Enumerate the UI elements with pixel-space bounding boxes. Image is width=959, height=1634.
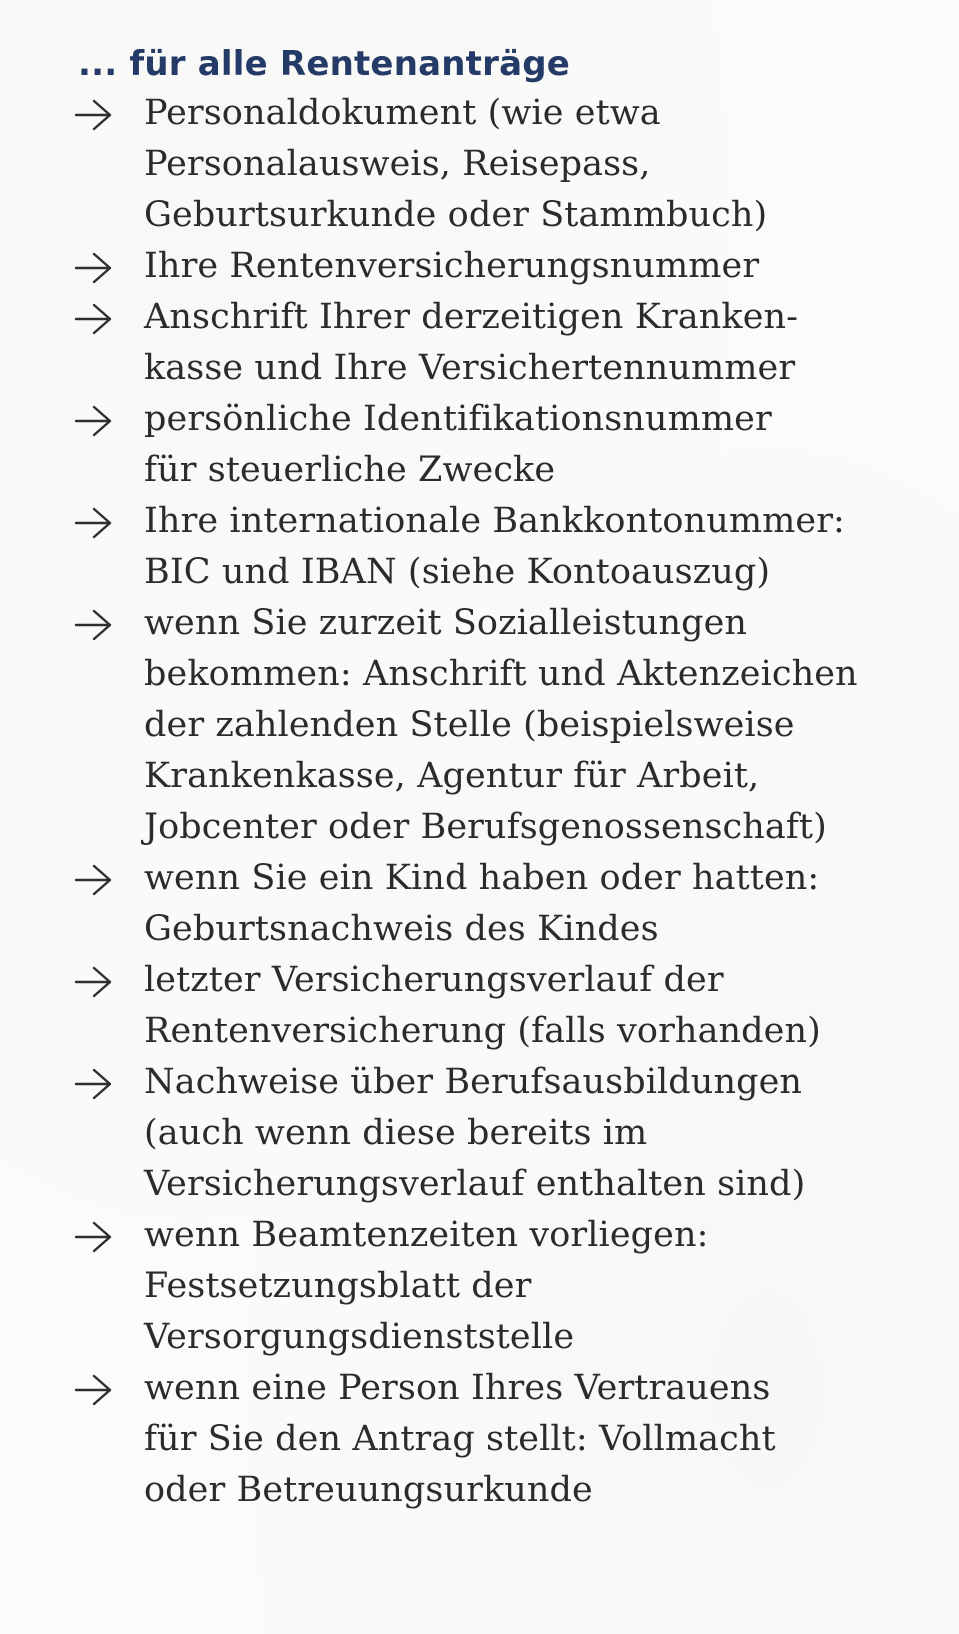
list-item [0,241,959,292]
list-item-text [144,394,959,496]
list-item [0,1057,959,1210]
list-item-line: der zahlenden Stelle (beispielsweise [144,705,795,745]
list-item [0,496,959,598]
list-item-line: Krankenkasse, Agentur für Arbeit, [144,756,760,796]
list-item-line: (auch wenn diese bereits im [144,1113,648,1153]
list-item-line: Versorgungsdienststelle [144,1317,575,1357]
list-item [0,1363,959,1516]
list-item-line: Personalausweis, Reisepass, [144,144,651,184]
list-item-line: oder Betreuungsurkunde [144,1470,593,1510]
list-item-text [144,292,959,394]
arrow-right-icon [74,243,114,291]
list-item-line: Rentenversicherung (falls vorhanden) [144,1011,821,1051]
list-item-line: Versicherungsverlauf enthalten sind) [144,1164,806,1204]
arrow-right-icon [74,396,114,444]
arrow-right-icon [74,600,114,648]
arrow-right-icon [74,1212,114,1260]
list-item-line: kasse und Ihre Versichertennummer [144,348,796,388]
list-item-line: wenn Sie ein Kind haben oder hatten: [144,858,820,898]
list-item-line: für steuerliche Zwecke [144,450,556,490]
arrow-right-icon [74,855,114,903]
list-item-line: Festsetzungsblatt der [144,1266,532,1306]
list-item [0,598,959,853]
list-item-line: Ihre Rentenversicherungsnummer [144,246,760,286]
list-item [0,88,959,241]
list-item-line: für Sie den Antrag stellt: Vollmacht [144,1419,776,1459]
list-item-text [144,853,959,955]
list-item-line: bekommen: Anschrift und Aktenzeichen [144,654,858,694]
arrow-right-icon [74,294,114,342]
list-item-line: BIC und IBAN (siehe Kontoauszug) [144,552,771,592]
list-item-line: Nachweise über Berufsausbildungen [144,1062,803,1102]
requirements-list [0,88,959,1516]
list-item-text [144,598,959,853]
list-item-line: persönliche Identifikationsnummer [144,399,772,439]
list-item-line: letzter Versicherungsverlauf der [144,960,724,1000]
arrow-right-icon [74,1365,114,1413]
section-heading: ... für alle Rentenanträge [78,44,571,84]
arrow-right-icon [74,90,114,138]
list-item-text [144,955,959,1057]
list-item-line: wenn eine Person Ihres Vertrauens [144,1368,771,1408]
list-item [0,955,959,1057]
list-item-line: Geburtsurkunde oder Stammbuch) [144,195,768,235]
list-item-text [144,496,959,598]
arrow-right-icon [74,1059,114,1107]
list-item-text [144,88,959,241]
list-item [0,1210,959,1363]
list-item-line: Anschrift Ihrer derzeitigen Kranken- [144,297,799,337]
list-item [0,853,959,955]
list-item [0,292,959,394]
list-item-line: Jobcenter oder Berufsgenossenschaft) [144,807,827,847]
list-item-line: wenn Sie zurzeit Sozialleistungen [144,603,748,643]
list-item-line: Ihre internationale Bankkontonummer: [144,501,845,541]
list-item-line: wenn Beamtenzeiten vorliegen: [144,1215,709,1255]
list-item-text [144,241,959,292]
list-item [0,394,959,496]
list-item-line: Geburtsnachweis des Kindes [144,909,659,949]
list-item-text [144,1057,959,1210]
list-item-text [144,1363,959,1516]
list-item-text [144,1210,959,1363]
arrow-right-icon [74,957,114,1005]
arrow-right-icon [74,498,114,546]
list-item-line: Personaldokument (wie etwa [144,93,661,133]
